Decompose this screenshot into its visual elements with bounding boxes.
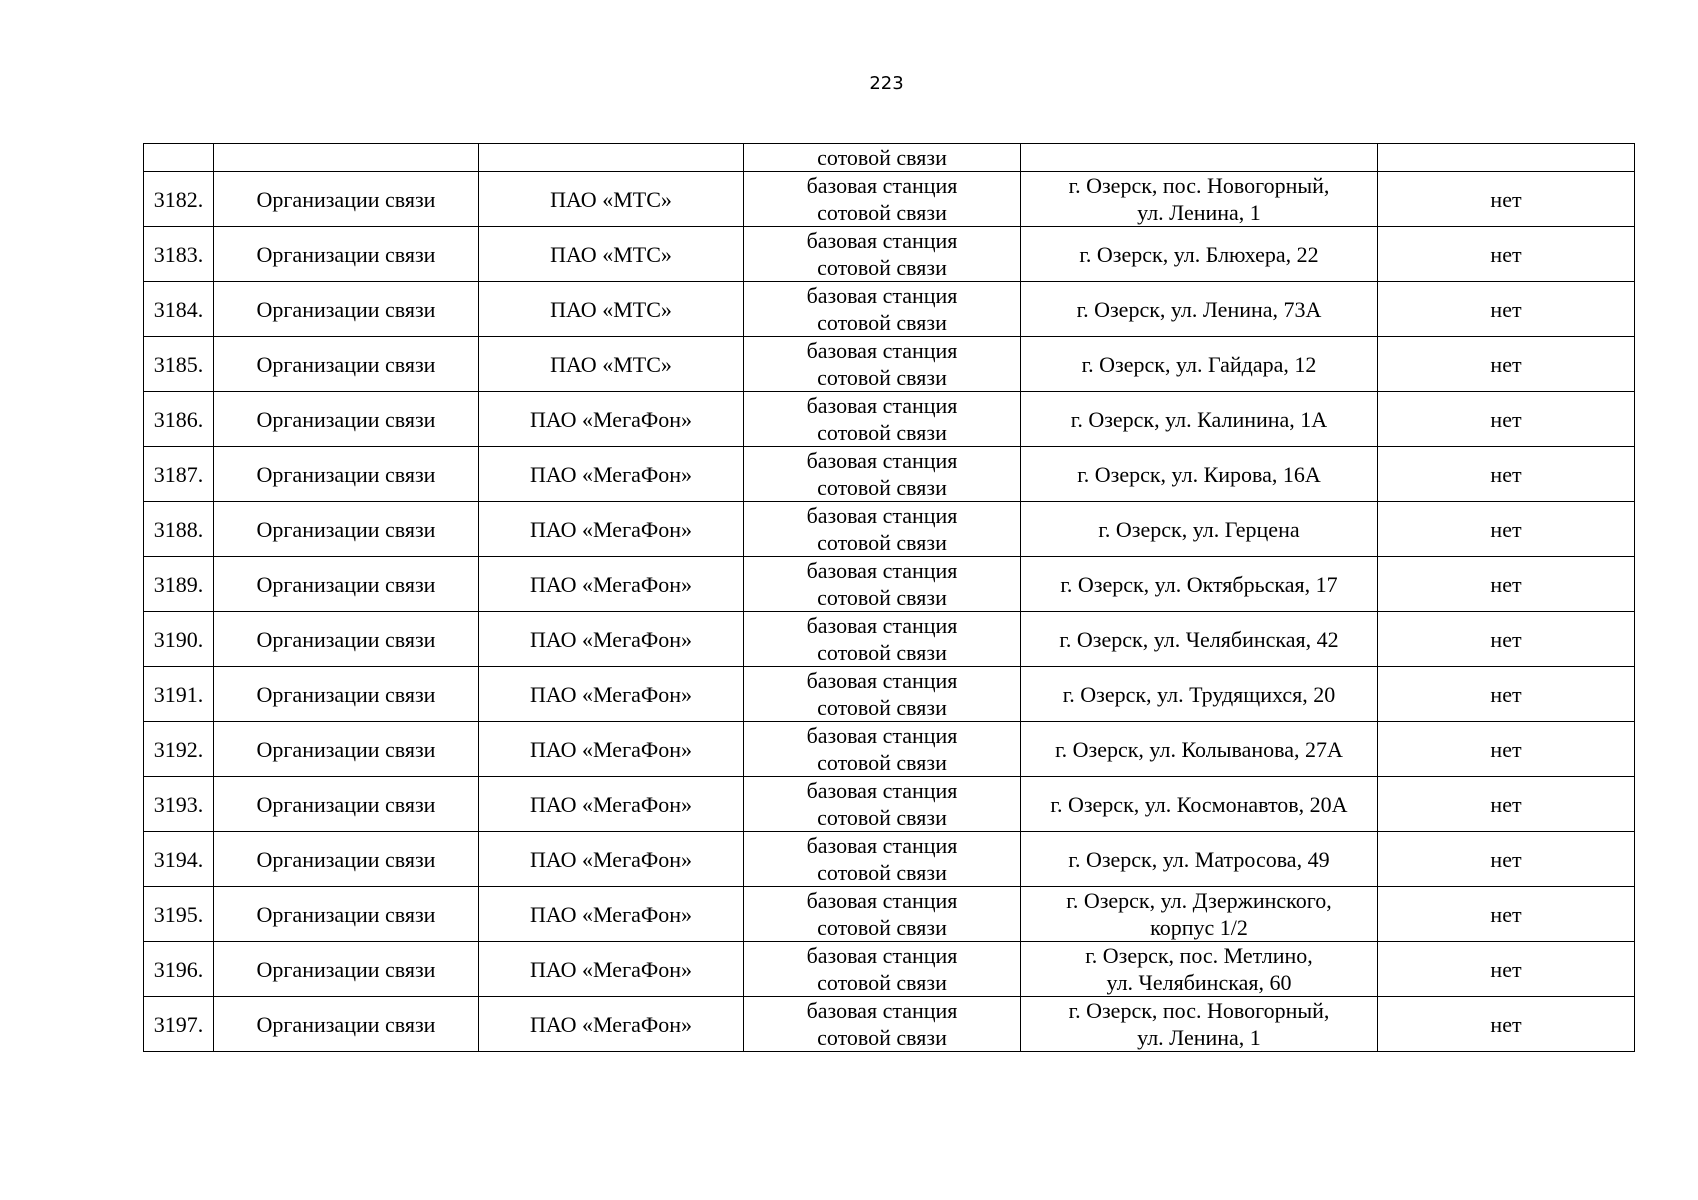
object-type-line-2: сотовой связи <box>817 200 947 225</box>
cell-organization: ПАО «МегаФон» <box>479 942 744 997</box>
cell-organization: ПАО «МегаФон» <box>479 832 744 887</box>
address-line-1: г. Озерск, ул. Кирова, 16А <box>1077 461 1321 487</box>
cell-organization: ПАО «МегаФон» <box>479 612 744 667</box>
object-type-line-2: сотовой связи <box>817 695 947 720</box>
cell-number: 3188. <box>144 502 214 557</box>
object-type-line-2: сотовой связи <box>817 530 947 555</box>
cell-number: 3196. <box>144 942 214 997</box>
object-type-line-2: сотовой связи <box>817 420 947 445</box>
cell-organization: ПАО «МТС» <box>479 337 744 392</box>
cell-address <box>1021 997 1378 1052</box>
address-line-1: г. Озерск, ул. Ленина, 73А <box>1076 296 1322 322</box>
cell-address <box>1021 172 1378 227</box>
table-row <box>144 392 1635 447</box>
cell-number: 3185. <box>144 337 214 392</box>
object-type-line-1: базовая станция <box>806 393 958 418</box>
cell-category: Организации связи <box>214 282 479 337</box>
table-row <box>144 777 1635 832</box>
object-type-line-2: сотовой связи <box>817 1025 947 1050</box>
cell-category: Организации связи <box>214 887 479 942</box>
object-type-line-1: базовая станция <box>806 338 958 363</box>
object-type-line-1: базовая станция <box>806 283 958 308</box>
cell-organization: ПАО «МТС» <box>479 172 744 227</box>
cell-status: нет <box>1378 447 1635 502</box>
cell-organization: ПАО «МегаФон» <box>479 502 744 557</box>
object-type-line-2: сотовой связи <box>817 970 947 995</box>
address-line-1: г. Озерск, ул. Октябрьская, 17 <box>1060 571 1338 597</box>
object-type-line-2: сотовой связи <box>817 805 947 830</box>
object-type-line-2: сотовой связи <box>817 475 947 500</box>
cell-address <box>1021 144 1378 172</box>
cell-object-type <box>744 282 1021 337</box>
cell-object-type <box>744 557 1021 612</box>
object-type-line-2: сотовой связи <box>817 915 947 940</box>
object-type-line-1: базовая станция <box>806 723 958 748</box>
table-row <box>144 942 1635 997</box>
cell-status: нет <box>1378 612 1635 667</box>
cell-category: Организации связи <box>214 667 479 722</box>
object-type-line-2: сотовой связи <box>817 640 947 665</box>
cell-number: 3193. <box>144 777 214 832</box>
address-line-1: г. Озерск, ул. Колыванова, 27А <box>1055 736 1343 762</box>
cell-object-type <box>744 777 1021 832</box>
cell-address <box>1021 667 1378 722</box>
cell-category: Организации связи <box>214 557 479 612</box>
object-type-line-1: базовая станция <box>806 503 958 528</box>
cell-object-type <box>744 227 1021 282</box>
table-row <box>144 172 1635 227</box>
table-row <box>144 832 1635 887</box>
cell-status: нет <box>1378 722 1635 777</box>
cell-address <box>1021 392 1378 447</box>
cell-organization: ПАО «МегаФон» <box>479 667 744 722</box>
object-type-line-1: базовая станция <box>806 888 958 913</box>
cell-category: Организации связи <box>214 777 479 832</box>
cell-number: 3186. <box>144 392 214 447</box>
address-line-2: ул. Челябинская, 60 <box>1106 970 1292 995</box>
cell-address <box>1021 227 1378 282</box>
address-line-1: г. Озерск, ул. Матросова, 49 <box>1068 846 1330 872</box>
cell-category: Организации связи <box>214 832 479 887</box>
table-row <box>144 227 1635 282</box>
cell-category: Организации связи <box>214 722 479 777</box>
cell-status: нет <box>1378 887 1635 942</box>
cell-number: 3191. <box>144 667 214 722</box>
address-line-1: г. Озерск, ул. Герцена <box>1098 516 1300 542</box>
cell-category: Организации связи <box>214 502 479 557</box>
table-row <box>144 557 1635 612</box>
cell-category: Организации связи <box>214 227 479 282</box>
table-row <box>144 612 1635 667</box>
cell-number: 3195. <box>144 887 214 942</box>
object-type-line-2: сотовой связи <box>817 310 947 335</box>
cell-address <box>1021 502 1378 557</box>
object-type-line-1: базовая станция <box>806 228 958 253</box>
continuation-row <box>144 144 1635 172</box>
cell-object-type <box>744 612 1021 667</box>
cell-object-type <box>744 337 1021 392</box>
cell-number: 3197. <box>144 997 214 1052</box>
cell-address <box>1021 722 1378 777</box>
object-type-line-1: базовая станция <box>806 613 958 638</box>
object-type-line-1: базовая станция <box>806 998 958 1023</box>
cell-address <box>1021 777 1378 832</box>
cell-category: Организации связи <box>214 392 479 447</box>
address-line-2: ул. Ленина, 1 <box>1137 1025 1261 1050</box>
table-row <box>144 502 1635 557</box>
cell-category: Организации связи <box>214 612 479 667</box>
cell-number <box>144 144 214 172</box>
cell-status: нет <box>1378 942 1635 997</box>
cell-object-type <box>744 997 1021 1052</box>
cell-organization: ПАО «МегаФон» <box>479 887 744 942</box>
address-line-2: корпус 1/2 <box>1150 915 1248 940</box>
table-row <box>144 337 1635 392</box>
page-number: 223 <box>869 73 904 94</box>
object-type-line-1: базовая станция <box>806 558 958 583</box>
cell-status: нет <box>1378 502 1635 557</box>
cell-number: 3189. <box>144 557 214 612</box>
cell-number: 3183. <box>144 227 214 282</box>
cell-address <box>1021 942 1378 997</box>
table-row <box>144 722 1635 777</box>
registry-table <box>143 143 1635 1052</box>
cell-organization: ПАО «МТС» <box>479 282 744 337</box>
object-type-line-1: базовая станция <box>806 173 958 198</box>
cell-address <box>1021 282 1378 337</box>
cell-status: нет <box>1378 227 1635 282</box>
cell-organization: ПАО «МегаФон» <box>479 722 744 777</box>
address-line-1: г. Озерск, пос. Метлино, <box>1085 943 1313 968</box>
address-line-1: г. Озерск, ул. Гайдара, 12 <box>1081 351 1317 377</box>
cell-object-type: сотовой связи <box>744 144 1021 172</box>
cell-object-type <box>744 942 1021 997</box>
cell-status: нет <box>1378 172 1635 227</box>
cell-address <box>1021 887 1378 942</box>
cell-number: 3187. <box>144 447 214 502</box>
cell-status: нет <box>1378 337 1635 392</box>
table-body <box>144 144 1635 1052</box>
cell-object-type <box>744 447 1021 502</box>
address-line-1: г. Озерск, ул. Калинина, 1А <box>1070 406 1328 432</box>
table-row <box>144 887 1635 942</box>
cell-number: 3194. <box>144 832 214 887</box>
address-line-1: г. Озерск, пос. Новогорный, <box>1068 998 1330 1023</box>
address-line-2: ул. Ленина, 1 <box>1137 200 1261 225</box>
table-row <box>144 282 1635 337</box>
cell-category: Организации связи <box>214 337 479 392</box>
cell-status: нет <box>1378 557 1635 612</box>
cell-organization: ПАО «МегаФон» <box>479 777 744 832</box>
object-type-line-1: базовая станция <box>806 448 958 473</box>
cell-number: 3190. <box>144 612 214 667</box>
cell-number: 3192. <box>144 722 214 777</box>
object-type-line-1: базовая станция <box>806 833 958 858</box>
cell-status: нет <box>1378 282 1635 337</box>
cell-status: нет <box>1378 777 1635 832</box>
address-line-1: г. Озерск, ул. Трудящихся, 20 <box>1062 681 1336 707</box>
table-row <box>144 447 1635 502</box>
cell-category: Организации связи <box>214 172 479 227</box>
cell-address <box>1021 557 1378 612</box>
address-line-1: г. Озерск, пос. Новогорный, <box>1068 173 1330 198</box>
cell-object-type <box>744 392 1021 447</box>
cell-status <box>1378 144 1635 172</box>
cell-status: нет <box>1378 997 1635 1052</box>
object-type-line-2: сотовой связи <box>817 750 947 775</box>
cell-object-type <box>744 832 1021 887</box>
cell-object-type <box>744 172 1021 227</box>
table-row <box>144 667 1635 722</box>
object-type-line-1: базовая станция <box>806 778 958 803</box>
cell-category: Организации связи <box>214 942 479 997</box>
object-type-line-2: сотовой связи <box>817 365 947 390</box>
object-type-line-1: базовая станция <box>806 668 958 693</box>
address-line-1: г. Озерск, ул. Челябинская, 42 <box>1059 626 1339 652</box>
address-line-1: г. Озерск, ул. Космонавтов, 20А <box>1050 791 1348 817</box>
cell-organization: ПАО «МТС» <box>479 227 744 282</box>
table-row <box>144 997 1635 1052</box>
cell-object-type <box>744 667 1021 722</box>
cell-category: Организации связи <box>214 997 479 1052</box>
cell-address <box>1021 832 1378 887</box>
cell-number: 3184. <box>144 282 214 337</box>
cell-status: нет <box>1378 667 1635 722</box>
address-line-1: г. Озерск, ул. Блюхера, 22 <box>1079 241 1319 267</box>
cell-address <box>1021 612 1378 667</box>
cell-category: Организации связи <box>214 447 479 502</box>
address-line-1: г. Озерск, ул. Дзержинского, <box>1066 888 1332 913</box>
cell-organization: ПАО «МегаФон» <box>479 447 744 502</box>
cell-category <box>214 144 479 172</box>
cell-address <box>1021 337 1378 392</box>
cell-organization: ПАО «МегаФон» <box>479 557 744 612</box>
cell-organization <box>479 144 744 172</box>
object-type-line-2: сотовой связи <box>817 860 947 885</box>
cell-status: нет <box>1378 832 1635 887</box>
cell-object-type <box>744 722 1021 777</box>
cell-organization: ПАО «МегаФон» <box>479 997 744 1052</box>
cell-object-type <box>744 502 1021 557</box>
cell-number: 3182. <box>144 172 214 227</box>
object-type-line-2: сотовой связи <box>817 585 947 610</box>
cell-status: нет <box>1378 392 1635 447</box>
object-type-line-2: сотовой связи <box>817 255 947 280</box>
cell-address <box>1021 447 1378 502</box>
cell-organization: ПАО «МегаФон» <box>479 392 744 447</box>
object-type-line-1: базовая станция <box>806 943 958 968</box>
cell-object-type <box>744 887 1021 942</box>
